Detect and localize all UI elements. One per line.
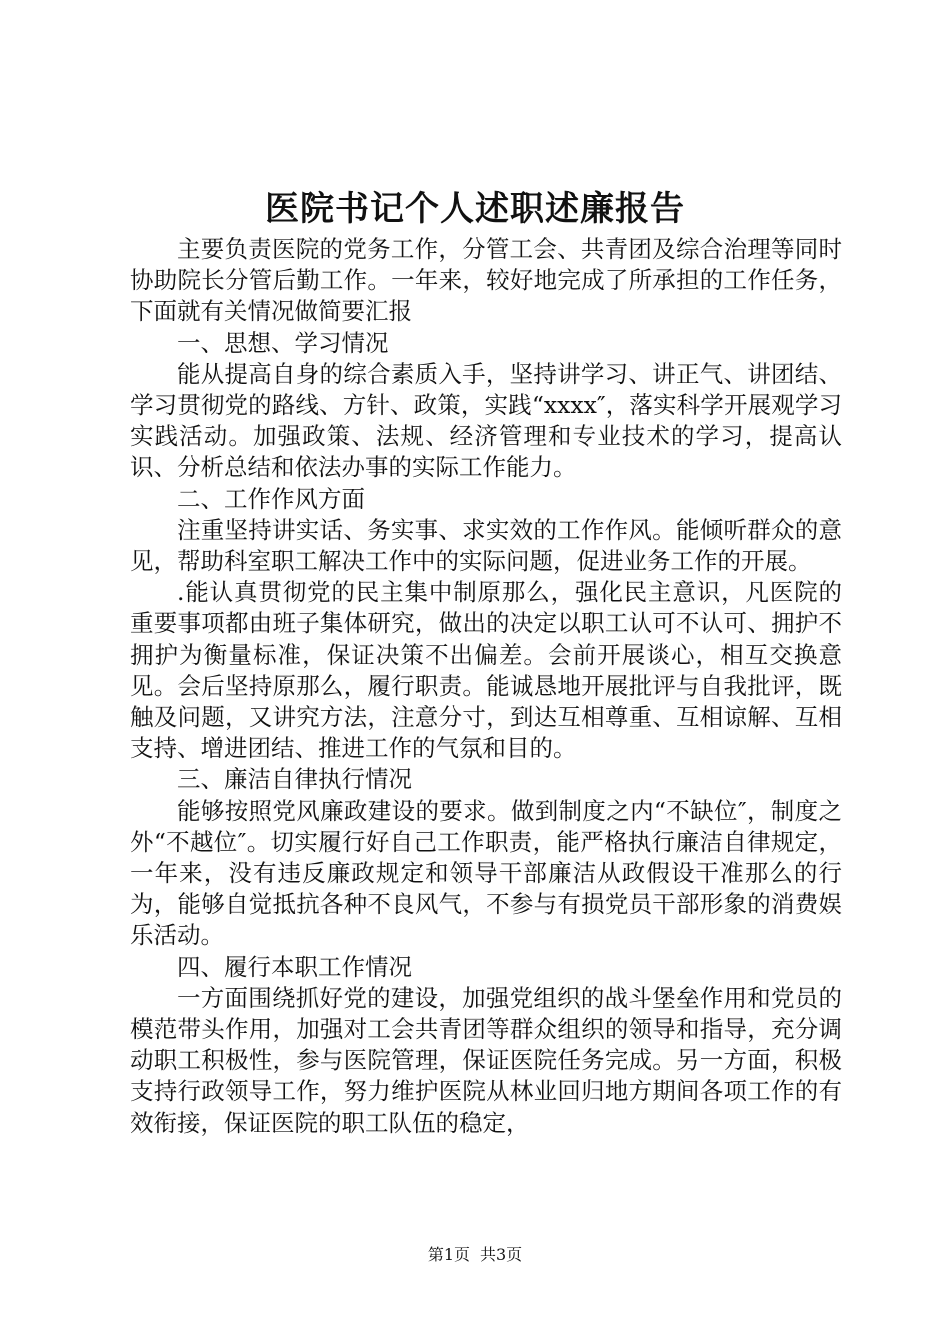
document-title: 医院书记个人述职述廉报告 [265, 189, 685, 229]
page-number: 第1页 [427, 1245, 470, 1264]
paragraph-thought-study: 能从提高自身的综合素质入手，坚持讲学习、讲正气、讲团结、学习贯彻党的路线、方针、政策，实践“xxxx″，落实科学开展观学习实践活动。加强政策、法规、经济管理和专业技术的学习，提高认识、分析总结和依法办事的实际工作能力。 [130, 359, 842, 482]
paragraph-integrity: 能够按照党风廉政建设的要求。做到制度之内“不缺位″，制度之外“不越位″。切实履行好自己工作职责，能严格执行廉洁自律规定，一年来，没有违反廉政规定和领导干部廉洁从政假设干准那么的行为，能够自觉抵抗各种不良风气，不参与有损党员干部形象的消费娱乐活动。 [130, 796, 842, 950]
section-heading-integrity: 三、廉洁自律执行情况 [177, 765, 412, 794]
intro-paragraph: 主要负责医院的党务工作，分管工会、共青团及综合治理等同时协助院长分管后勤工作。一年来，较好地完成了所承担的工作任务，下面就有关情况做简要汇报 [130, 235, 842, 326]
page-footer [0, 1243, 950, 1267]
section-heading-thought-study: 一、思想、学习情况 [177, 328, 389, 357]
section-heading-work-style: 二、工作作风方面 [177, 484, 365, 513]
paragraph-work-style: 注重坚持讲实话、务实事、求实效的工作作风。能倾听群众的意见，帮助科室职工解决工作中的实际问题，促进业务工作的开展。 [130, 515, 842, 576]
paragraph-duties: 一方面围绕抓好党的建设，加强党组织的战斗堡垒作用和党员的模范带头作用，加强对工会共青团等群众组织的领导和指导，充分调动职工积极性，参与医院管理，保证医院任务完成。另一方面，积极支持行政领导工作，努力维护医院从林业回归地方期间各项工作的有效衔接，保证医院的职工队伍的稳定， [130, 983, 842, 1137]
paragraph-democratic-centralism: .能认真贯彻党的民主集中制原那么，强化民主意识，凡医院的重要事项都由班子集体研究，做出的决定以职工认可不认可、拥护不拥护为衡量标准，保证决策不出偏差。会前开展谈心，相互交换意见。会后坚持原那么，履行职责。能诚恳地开展批评与自我批评，既触及问题，又讲究方法，注意分寸，到达互相尊重、互相谅解、互相支持、增进团结、推进工作的气氛和目的。 [130, 578, 842, 763]
section-heading-duties: 四、履行本职工作情况 [177, 952, 412, 981]
page-total: 共3页 [480, 1245, 523, 1264]
document-body [130, 234, 842, 1139]
